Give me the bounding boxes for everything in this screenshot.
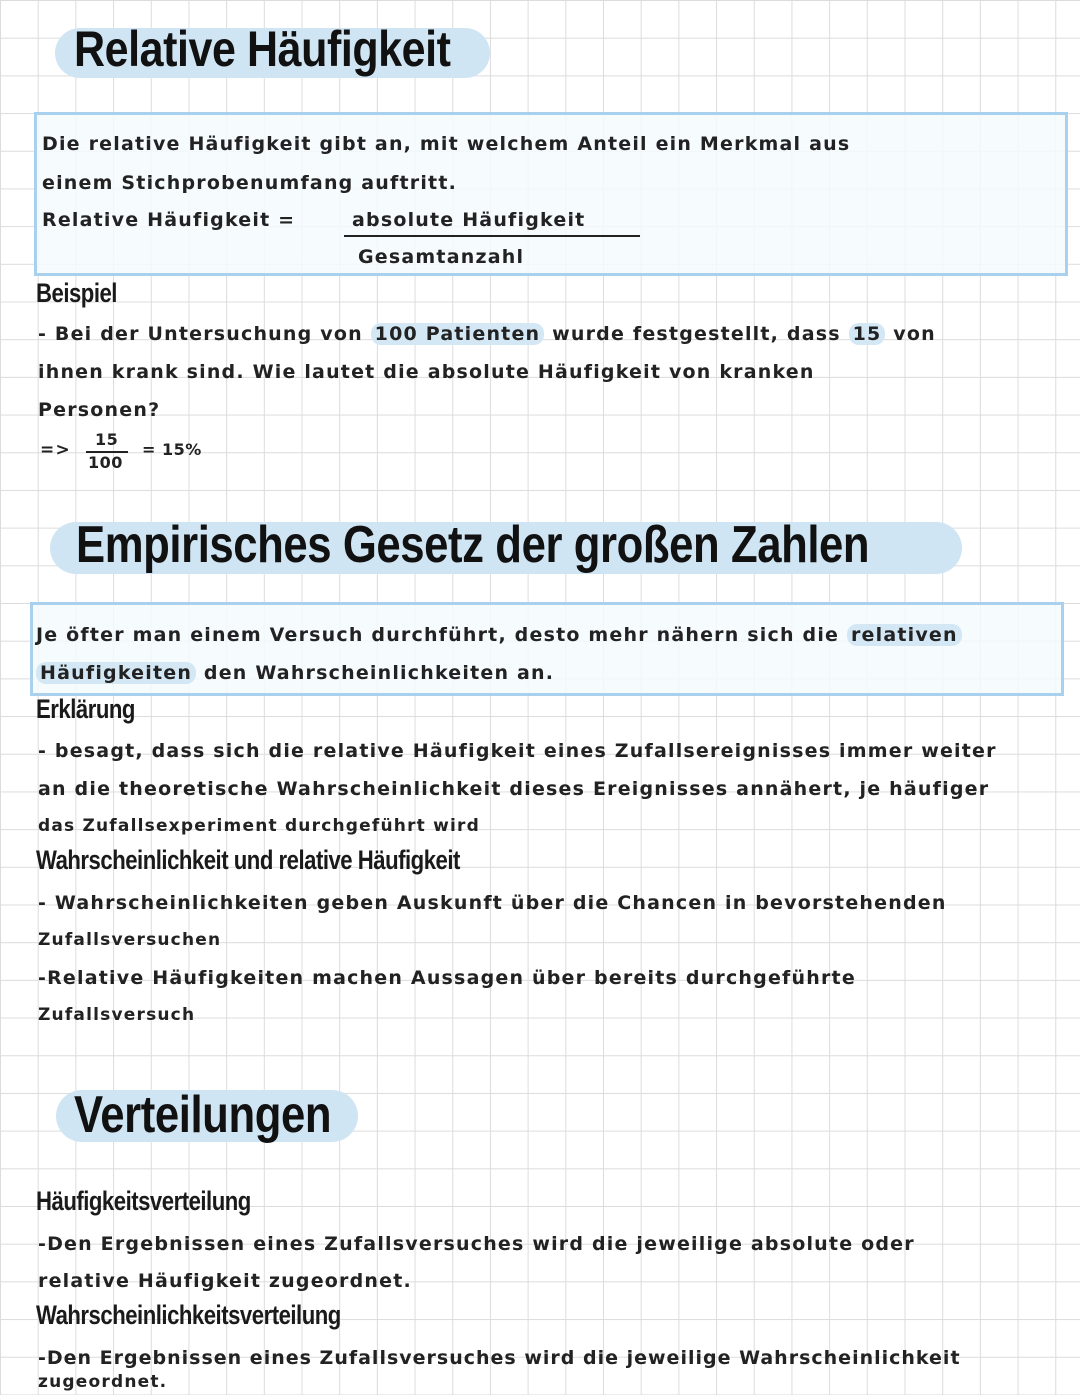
example-line3: Personen? xyxy=(38,399,161,421)
formula-label: Relative Häufigkeit = xyxy=(42,209,296,231)
example-text: - Bei der Untersuchung von xyxy=(38,323,363,345)
highlight-relativen: relativen xyxy=(847,624,962,646)
answer-arrow: => xyxy=(40,440,71,460)
formula-denominator: Gesamtanzahl xyxy=(358,246,525,268)
wv-line1: -Den Ergebnissen eines Zufallsversuches wird die jeweilige Wahrscheinlichkeit xyxy=(38,1347,961,1369)
definition-text-line2: einem Stichprobenumfang auftritt. xyxy=(42,172,458,194)
wr-line1: - Wahrscheinlichkeiten geben Auskunft über die Chancen in bevorstehenden xyxy=(38,892,947,914)
answer-denominator: 100 xyxy=(88,453,123,472)
section-title-verteilungen: Verteilungen xyxy=(74,1086,332,1144)
wv-heading: Wahrscheinlichkeitsverteilung xyxy=(36,1300,341,1330)
wr-line2: Zufallsversuchen xyxy=(38,930,222,950)
example-heading: Beispiel xyxy=(36,278,117,308)
law-text: Je öfter man einem Versuch durchführt, desto mehr nähern sich die xyxy=(36,624,840,646)
wr-heading: Wahrscheinlichkeit und relative Häufigkeit xyxy=(36,845,460,875)
example-text: wurde festgestellt, dass xyxy=(552,323,841,345)
section-title-empirisches-gesetz: Empirisches Gesetz der großen Zahlen xyxy=(76,516,870,574)
answer-result: = 15% xyxy=(142,440,202,459)
wv-line2: zugeordnet. xyxy=(38,1372,168,1392)
formula-fraction-line xyxy=(344,235,640,237)
example-line2: ihnen krank sind. Wie lautet die absolute Häufigkeit von kranken xyxy=(38,361,815,383)
example-text: von xyxy=(893,323,936,345)
hv-heading: Häufigkeitsverteilung xyxy=(36,1186,251,1216)
wr-line4: Zufallsversuch xyxy=(38,1005,196,1025)
explanation-line1: - besagt, dass sich die relative Häufigkeit eines Zufallsereignisses immer weiter xyxy=(38,740,997,762)
answer-numerator: 15 xyxy=(95,430,119,449)
formula-numerator: absolute Häufigkeit xyxy=(352,209,586,231)
explanation-line2: an die theoretische Wahrscheinlichkeit dieses Ereignisses annähert, je häufiger xyxy=(38,778,990,800)
highlight-haeufigkeiten: Häufigkeiten xyxy=(36,662,196,684)
section-title-relative-haeufigkeit: Relative Häufigkeit xyxy=(74,21,451,77)
explanation-line3: das Zufallsexperiment durchgeführt wird xyxy=(38,816,480,836)
law-text: den Wahrscheinlichkeiten an. xyxy=(203,662,555,684)
highlight-patients: 100 Patienten xyxy=(371,323,545,345)
hv-line1: -Den Ergebnissen eines Zufallsversuches wird die jeweilige absolute oder xyxy=(38,1233,915,1255)
explanation-heading: Erklärung xyxy=(36,694,135,724)
definition-text-line1: Die relative Häufigkeit gibt an, mit welchem Anteil ein Merkmal aus xyxy=(42,133,851,155)
highlight-number: 15 xyxy=(849,323,886,345)
hv-line2: relative Häufigkeit zugeordnet. xyxy=(38,1270,412,1292)
wr-line3: -Relative Häufigkeiten machen Aussagen über bereits durchgeführte xyxy=(38,967,856,989)
law-line1 xyxy=(36,624,962,646)
law-line2 xyxy=(36,662,554,684)
example-line1 xyxy=(38,323,936,345)
